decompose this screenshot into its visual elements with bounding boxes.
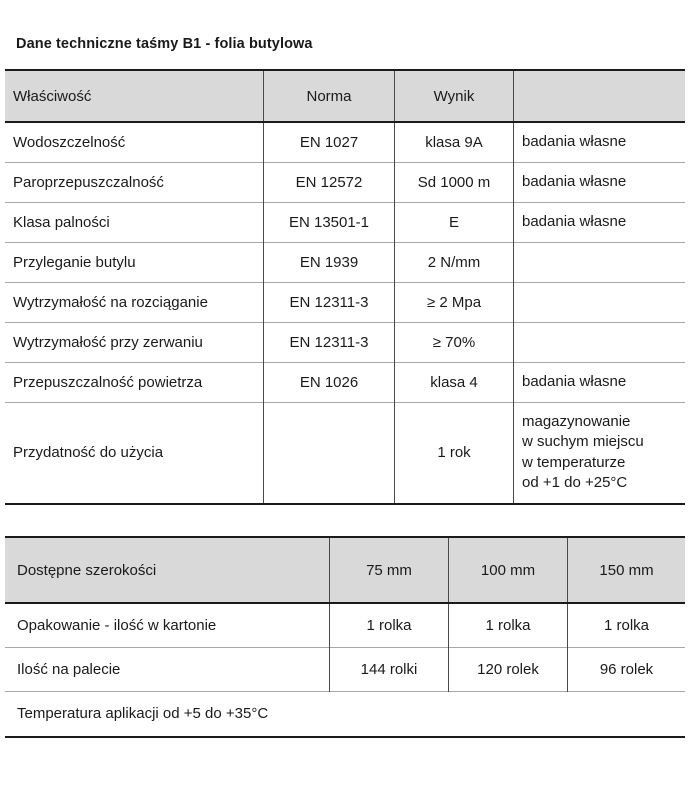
cell-value: 1 rolka: [449, 603, 568, 647]
note-line: od +1 do +25°C: [522, 474, 628, 492]
application-temperature-note: Temperatura aplikacji od +5 do +35°C: [17, 705, 269, 723]
cell-label: Opakowanie - ilość w kartonie: [5, 603, 330, 647]
table-row: [5, 122, 685, 162]
cell-norm: EN 12311-3: [264, 322, 395, 362]
cell-note: badania własne: [522, 212, 627, 230]
cell-norm: EN 1027: [264, 122, 395, 162]
cell-value: 120 rolek: [449, 647, 568, 691]
table-header-row: [5, 70, 685, 122]
cell-label: Ilość na palecie: [5, 647, 330, 691]
cell-property: Przydatność do użycia: [5, 402, 264, 504]
cell-norm: EN 1939: [264, 242, 395, 282]
table-header-row: [5, 537, 685, 603]
note-line: magazynowanie: [522, 412, 631, 430]
cell-norm: EN 12311-3: [264, 282, 395, 322]
cell-property: Wodoszczelność: [5, 122, 264, 162]
table-row: [5, 282, 685, 322]
header-width-150: 150 mm: [599, 561, 654, 579]
header-property: Właściwość: [5, 70, 264, 122]
header-note: [514, 70, 686, 122]
cell-result: klasa 4: [395, 362, 514, 402]
note-line: w suchym miejscu: [522, 433, 644, 451]
table-row: [5, 603, 685, 647]
cell-value: 144 rolki: [330, 647, 449, 691]
cell-note: badania własne: [522, 133, 627, 150]
table-row: [5, 362, 685, 402]
cell-note: [514, 282, 686, 322]
cell-norm: EN 1026: [264, 362, 395, 402]
header-width-75: 75 mm: [330, 537, 449, 603]
header-width-100: 100 mm: [449, 537, 568, 603]
cell-note-multiline: [514, 402, 686, 504]
table-row: [5, 322, 685, 362]
cell-result: 1 rok: [395, 402, 514, 504]
header-widths: Dostępne szerokości: [5, 537, 330, 603]
cell-norm: [264, 402, 395, 504]
table-row: [5, 242, 685, 282]
cell-result: klasa 9A: [395, 122, 514, 162]
cell-result: ≥ 70%: [395, 322, 514, 362]
cell-value: 1 rolka: [603, 616, 650, 634]
cell-note: badania własne: [522, 372, 627, 390]
header-result: Wynik: [395, 70, 514, 122]
document-title: Dane techniczne taśmy B1 - folia butylowa: [16, 36, 313, 52]
table-row: [5, 402, 685, 504]
table-row: [5, 647, 685, 691]
cell-property: Klasa palności: [5, 202, 264, 242]
available-widths-table: [5, 536, 685, 738]
cell-property: Paroprzepuszczalność: [5, 162, 264, 202]
table-row: [5, 202, 685, 242]
cell-note: [514, 322, 686, 362]
cell-property: Wytrzymałość na rozciąganie: [5, 282, 264, 322]
cell-property: Przepuszczalność powietrza: [5, 362, 264, 402]
cell-result: 2 N/mm: [395, 242, 514, 282]
table-footer-row: [5, 691, 685, 737]
table-row: [5, 162, 685, 202]
cell-value: 96 rolek: [599, 660, 654, 678]
technical-data-table: [5, 69, 685, 505]
cell-norm: EN 13501-1: [264, 202, 395, 242]
note-line: w temperaturze: [522, 453, 626, 471]
cell-note: [514, 242, 686, 282]
cell-property: Przyleganie butylu: [5, 242, 264, 282]
cell-property: Wytrzymałość przy zerwaniu: [5, 322, 264, 362]
cell-result: E: [395, 202, 514, 242]
header-norm: Norma: [264, 70, 395, 122]
cell-note: badania własne: [522, 172, 627, 190]
cell-result: ≥ 2 Mpa: [395, 282, 514, 322]
cell-result: Sd 1000 m: [395, 162, 514, 202]
cell-norm: EN 12572: [264, 162, 395, 202]
cell-value: 1 rolka: [330, 603, 449, 647]
